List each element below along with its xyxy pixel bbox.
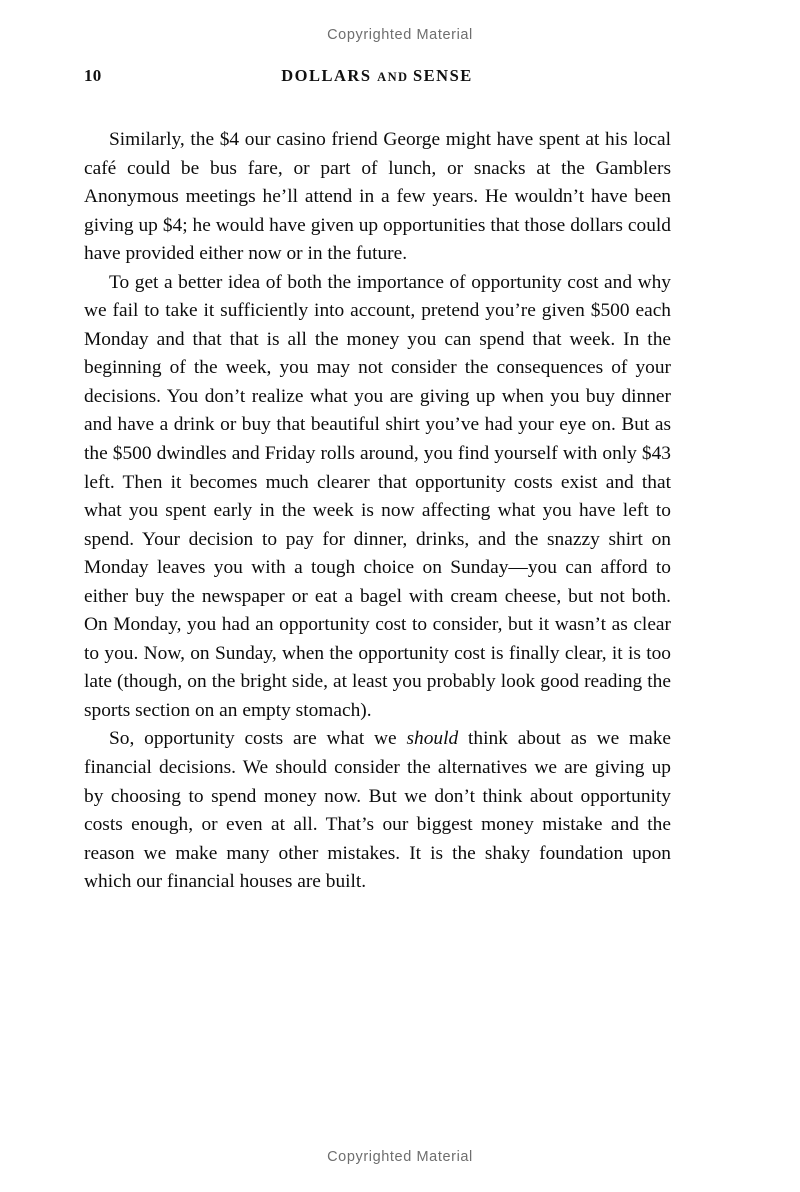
body-text-column xyxy=(84,126,671,897)
page-number: 10 xyxy=(84,66,102,85)
paragraph-1: Similarly, the $4 our casino friend George might have spent at his local café could be bus fare, or part of lunch, or snacks at the Gamblers Anonymous meetings he’ll attend in a few years. He wouldn’t have been giving up $4; he would have given up opportunities that those dollars could have provided either now or in the future. xyxy=(84,129,671,265)
paragraph-3-text-before-emphasis: So, opportunity costs are what we xyxy=(109,728,407,750)
paragraph-2: To get a better idea of both the importance of opportunity cost and why we fail to take it sufficiently into account, pretend you’re given $500 each Monday and that that is all the money you can spend that week. In the beginning of the week, you may not consider the consequences of your decisions. You don’t realize what you are giving up when you buy dinner and have a drink or buy that beautiful shirt you’ve had your eye on. But as the $500 dwindles and Friday rolls around, you find yourself with only $43 left. Then it becomes much clearer that opportunity costs exist and that what you spent early in the week is now affecting what you have left to spend. Your decision to pay for dinner, drinks, and the snazzy shirt on Monday leaves you with a tough choice on Sunday—you can afford to either buy the newspaper or eat a bagel with cream cheese, but not both. On Monday, you had an opportunity cost to consider, but it wasn’t as clear to you. Now, on Sunday, when the opportunity cost is finally clear, it is too late (though, on the bright side, at least you probably look good reading the sports section on an empty stomach). xyxy=(84,271,671,721)
copyright-watermark-top: Copyrighted Material xyxy=(327,27,473,43)
paragraph-3-emphasis-should: should xyxy=(406,728,459,750)
book-title xyxy=(84,66,670,87)
paragraph-3 xyxy=(84,725,671,896)
book-title-word-dollars: DOLLARS xyxy=(281,66,372,85)
book-title-word-sense: SENSE xyxy=(412,66,473,85)
copyright-watermark-bottom: Copyrighted Material xyxy=(327,1149,473,1165)
running-head xyxy=(84,66,670,88)
book-title-word-and: AND xyxy=(377,70,409,84)
paragraph-3-text-after-emphasis: think about as we make financial decisions. We should consider the alternatives we are giving up by choosing to spend money now. But we don’t think about opportunity costs enough, or even at all. That’s our biggest money mistake and the reason we make many other mistakes. It is the shaky foundation upon which our financial houses are built. xyxy=(84,728,671,893)
